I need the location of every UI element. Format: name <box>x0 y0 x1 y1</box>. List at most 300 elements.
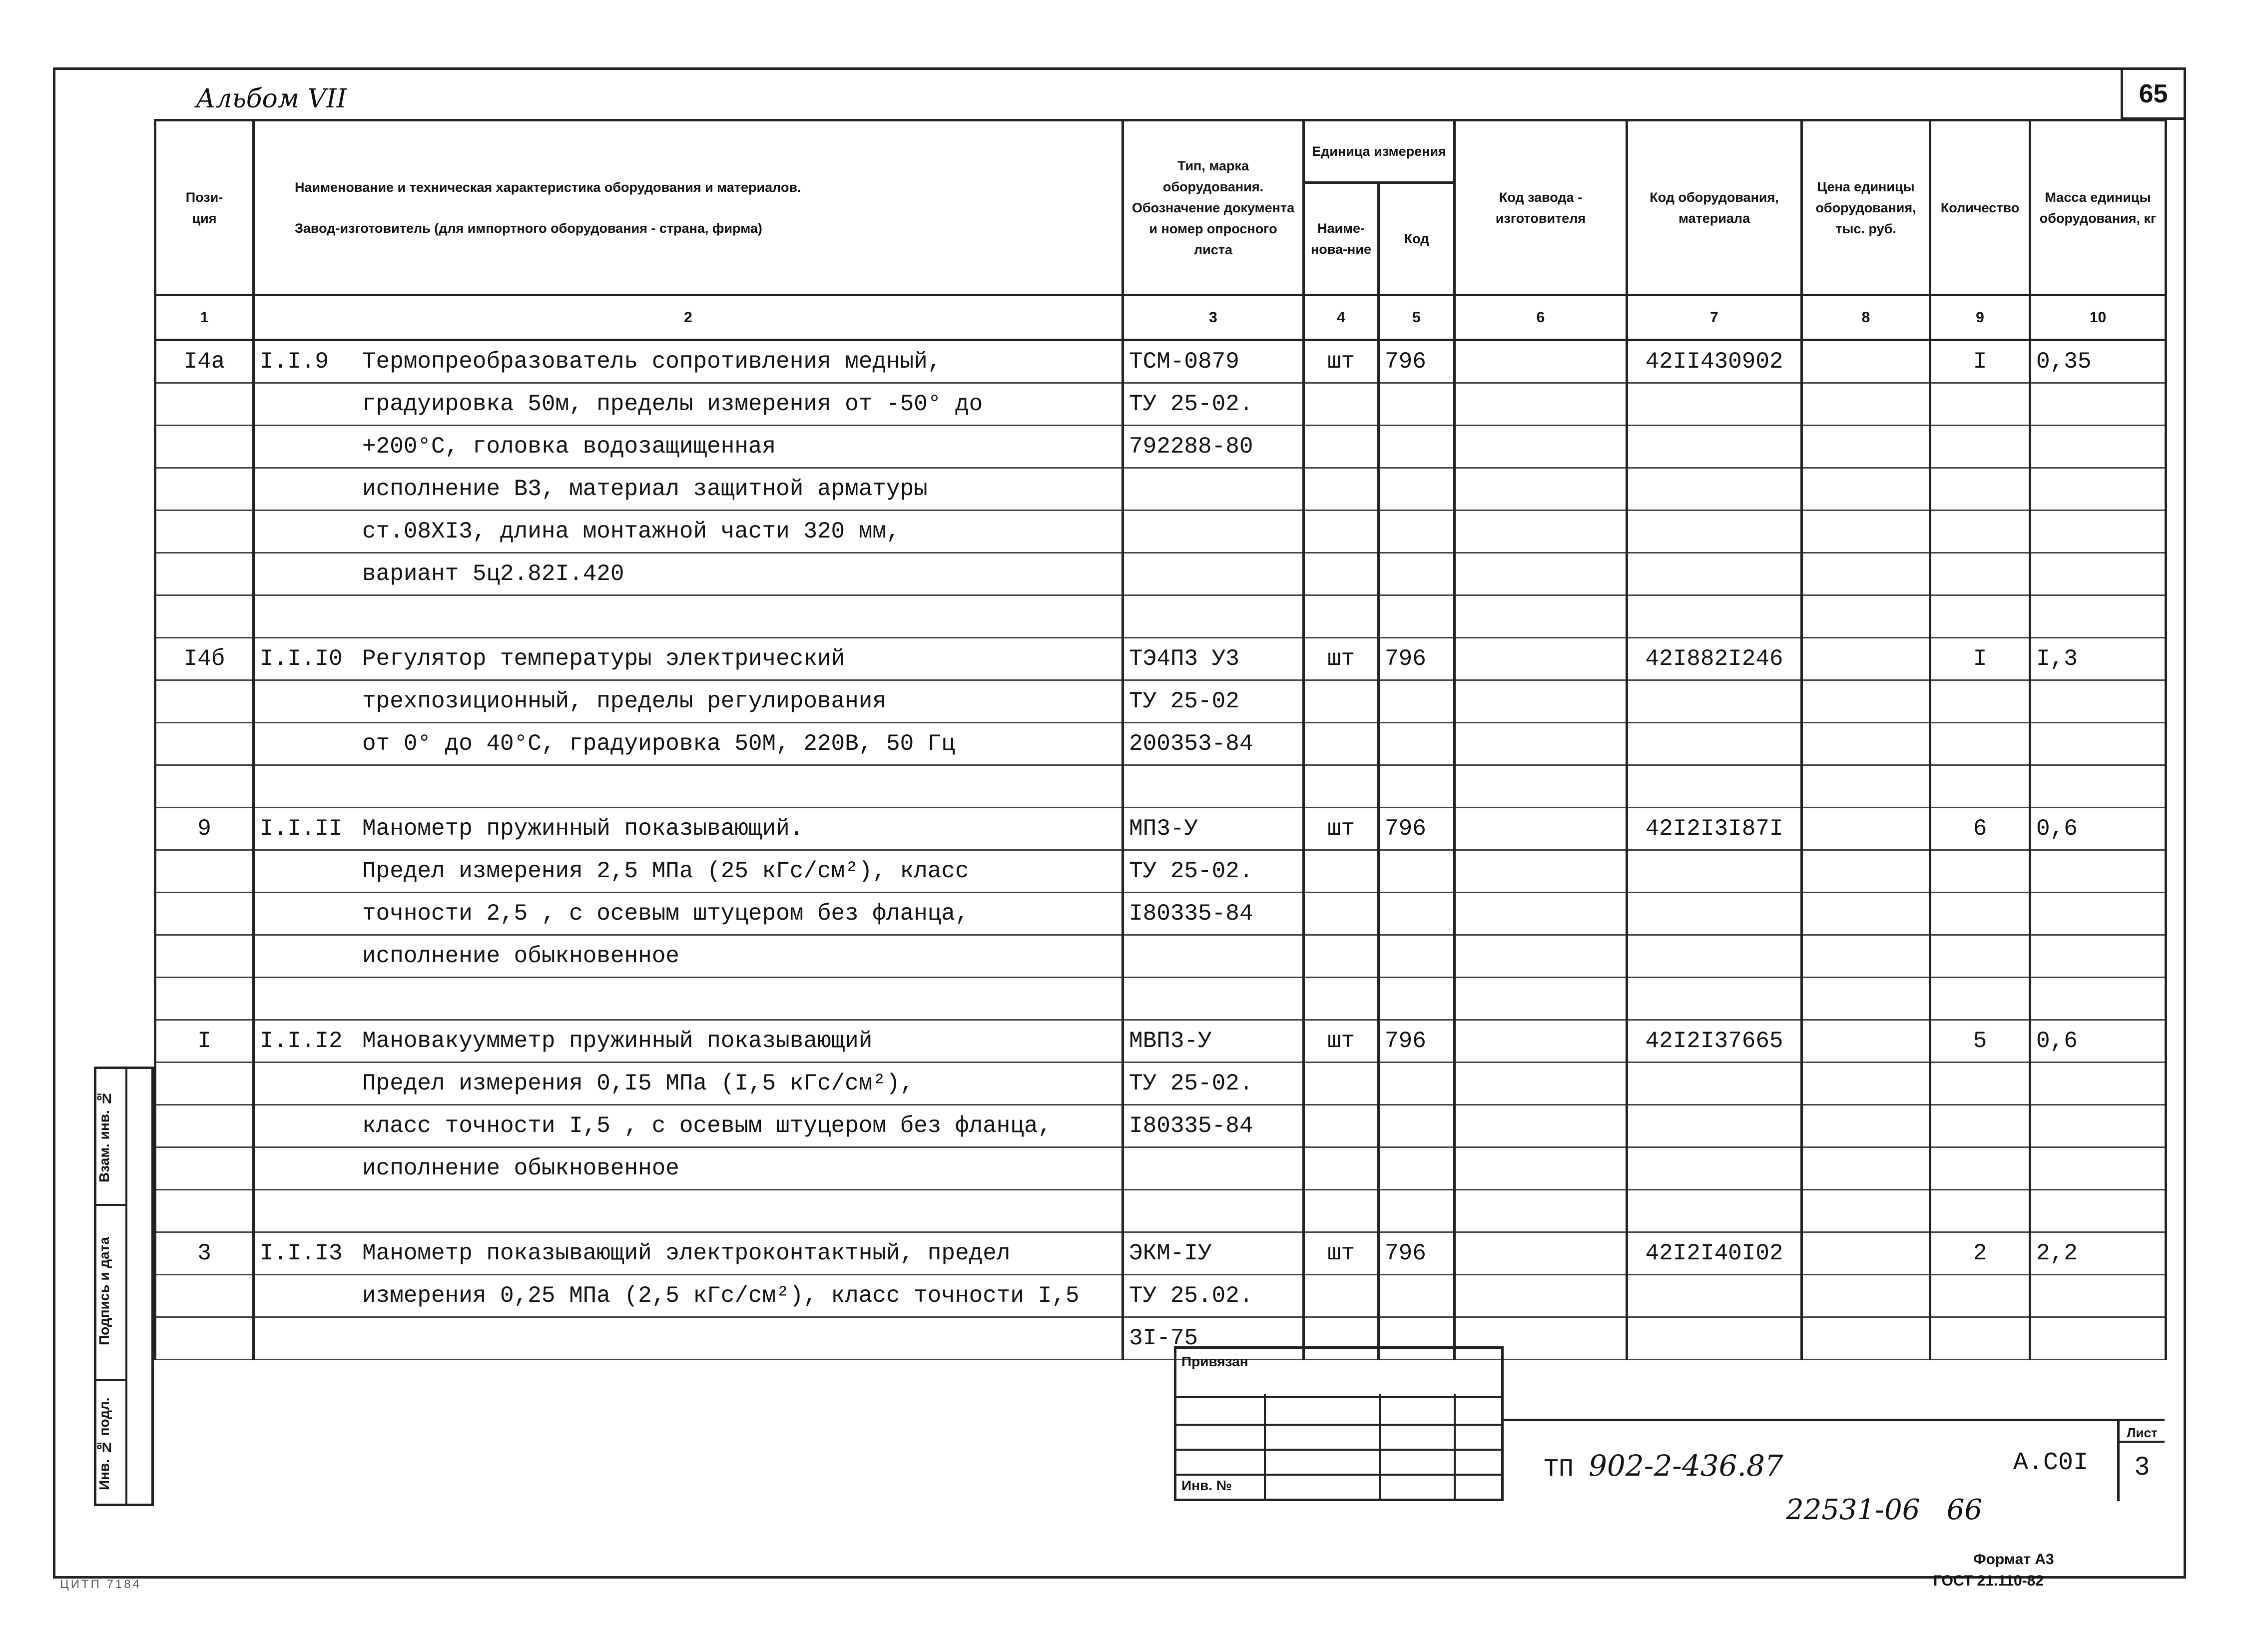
row-material-code <box>1627 978 1802 1020</box>
column-number: 7 <box>1627 295 1802 340</box>
row-position <box>155 723 254 765</box>
table-row <box>155 893 2166 935</box>
row-mass <box>2030 468 2166 511</box>
table-row <box>155 1190 2166 1232</box>
row-quantity <box>1930 723 2030 765</box>
row-position <box>155 468 254 511</box>
table-row <box>155 978 2166 1020</box>
row-quantity <box>1930 1190 2030 1232</box>
row-unit-code <box>1379 1147 1455 1190</box>
row-unit <box>1304 1105 1379 1147</box>
row-position: I4а <box>155 340 254 383</box>
column-number: 10 <box>2030 295 2166 340</box>
row-price <box>1802 850 1930 893</box>
row-material-code <box>1627 1190 1802 1232</box>
row-unit-code: 796 <box>1379 808 1455 850</box>
row-manufacturer-code <box>1455 935 1627 978</box>
row-quantity <box>1930 935 2030 978</box>
row-position <box>155 978 254 1020</box>
row-type: МП3-У <box>1123 808 1304 850</box>
table-row <box>155 383 2166 426</box>
row-unit-code <box>1379 553 1455 595</box>
title-block <box>1504 1419 2165 1501</box>
header-material-code: Код оборудования, материала <box>1627 120 1802 295</box>
table-row <box>155 468 2166 511</box>
row-item-name: Манометр пружинный показывающий. <box>362 816 804 842</box>
row-mass <box>2030 1105 2166 1147</box>
row-type: ТУ 25-02. <box>1123 1063 1304 1105</box>
row-material-code <box>1627 1063 1802 1105</box>
row-position <box>155 680 254 723</box>
row-unit-code <box>1379 383 1455 426</box>
row-unit-code <box>1379 426 1455 468</box>
row-manufacturer-code <box>1455 978 1627 1020</box>
sheet-box <box>2117 1421 2165 1501</box>
row-item-name: +200°С, головка водозащищенная <box>362 434 776 460</box>
table-row <box>155 680 2166 723</box>
row-position <box>155 1275 254 1317</box>
table-row <box>155 850 2166 893</box>
row-position <box>155 511 254 553</box>
row-name <box>254 595 1123 638</box>
row-item-name: исполнение В3, материал защитной арматуры <box>362 476 928 502</box>
page-number: 65 <box>2121 70 2184 120</box>
table-row <box>155 595 2166 638</box>
row-type: ТСМ-0879 <box>1123 340 1304 383</box>
sidebar-inv-original: Инв. № подл. <box>96 1397 112 1491</box>
row-mass <box>2030 426 2166 468</box>
row-unit: шт <box>1304 1020 1379 1063</box>
row-name <box>254 723 1123 765</box>
row-mass <box>2030 1190 2166 1232</box>
row-type <box>1123 978 1304 1020</box>
row-name <box>254 850 1123 893</box>
column-number: 1 <box>155 295 254 340</box>
row-position <box>155 765 254 808</box>
row-material-code <box>1627 765 1802 808</box>
row-unit <box>1304 978 1379 1020</box>
row-name <box>254 978 1123 1020</box>
table-row <box>155 1317 2166 1360</box>
row-unit-code <box>1379 1105 1455 1147</box>
row-type: ТУ 25-02 <box>1123 680 1304 723</box>
row-manufacturer-code <box>1455 1147 1627 1190</box>
row-manufacturer-code <box>1455 426 1627 468</box>
row-unit <box>1304 426 1379 468</box>
row-material-code <box>1627 595 1802 638</box>
row-position: I4б <box>155 638 254 680</box>
row-unit <box>1304 1147 1379 1190</box>
row-unit: шт <box>1304 340 1379 383</box>
column-number-row <box>155 295 2166 340</box>
approval-sidebar <box>94 1067 154 1506</box>
row-manufacturer-code <box>1455 468 1627 511</box>
row-manufacturer-code <box>1455 511 1627 553</box>
row-position <box>155 893 254 935</box>
row-mass: I,3 <box>2030 638 2166 680</box>
row-item-name: измерения 0,25 МПа (2,5 кГс/см²), класс точности I,5 <box>362 1283 1080 1309</box>
row-price <box>1802 765 1930 808</box>
row-name <box>254 511 1123 553</box>
row-name <box>254 680 1123 723</box>
row-mass: 0,6 <box>2030 1020 2166 1063</box>
row-price <box>1802 468 1930 511</box>
row-material-code <box>1627 850 1802 893</box>
row-unit-code <box>1379 723 1455 765</box>
row-item-name: ст.08ХI3, длина монтажной части 320 мм, <box>362 519 900 545</box>
row-type: I80335-84 <box>1123 893 1304 935</box>
row-type: ТУ 25.02. <box>1123 1275 1304 1317</box>
row-price <box>1802 1275 1930 1317</box>
row-quantity <box>1930 893 2030 935</box>
row-manufacturer-code <box>1455 383 1627 426</box>
row-price <box>1802 1105 1930 1147</box>
row-price <box>1802 723 1930 765</box>
row-mass <box>2030 595 2166 638</box>
row-item-code: I.I.9 <box>260 349 329 375</box>
stamp-inv-label: Инв. № <box>1181 1478 1232 1493</box>
row-mass <box>2030 1063 2166 1105</box>
row-price <box>1802 340 1930 383</box>
row-material-code <box>1627 723 1802 765</box>
table-row <box>155 723 2166 765</box>
row-manufacturer-code <box>1455 680 1627 723</box>
header-unit-code: Код <box>1379 183 1455 295</box>
row-unit-code <box>1379 893 1455 935</box>
row-item-name: Предел измерения 0,I5 МПа (I,5 кГс/см²), <box>362 1071 914 1097</box>
table-row <box>155 1063 2166 1105</box>
row-quantity <box>1930 553 2030 595</box>
row-price <box>1802 383 1930 426</box>
row-position <box>155 850 254 893</box>
row-position: 3 <box>155 1232 254 1275</box>
row-unit: шт <box>1304 638 1379 680</box>
row-mass <box>2030 1147 2166 1190</box>
row-item-name: трехпозиционный, пределы регулирования <box>362 688 886 714</box>
row-type <box>1123 935 1304 978</box>
row-name <box>254 1105 1123 1147</box>
row-name <box>254 765 1123 808</box>
row-unit <box>1304 893 1379 935</box>
row-price <box>1802 1063 1930 1105</box>
project-prefix: ТП <box>1544 1455 1574 1484</box>
row-material-code <box>1627 426 1802 468</box>
row-price <box>1802 511 1930 553</box>
table-row <box>155 553 2166 595</box>
row-mass: 2,2 <box>2030 1232 2166 1275</box>
row-unit <box>1304 383 1379 426</box>
row-unit: шт <box>1304 808 1379 850</box>
row-material-code: 42II430902 <box>1627 340 1802 383</box>
row-name <box>254 340 1123 383</box>
header-type: Тип, марка оборудования. Обозначение документа и номер опросного листа <box>1123 120 1304 295</box>
table-row <box>155 1105 2166 1147</box>
sidebar-inv-replace: Взам. инв. № <box>96 1091 112 1182</box>
row-material-code <box>1627 383 1802 426</box>
row-unit-code <box>1379 978 1455 1020</box>
row-quantity <box>1930 765 2030 808</box>
row-unit-code <box>1379 680 1455 723</box>
header-name <box>254 120 1123 295</box>
column-number: 2 <box>254 295 1123 340</box>
table-row <box>155 638 2166 680</box>
row-unit-code <box>1379 935 1455 978</box>
table-row <box>155 1275 2166 1317</box>
row-mass <box>2030 680 2166 723</box>
row-name <box>254 1020 1123 1063</box>
row-name <box>254 1317 1123 1360</box>
row-manufacturer-code <box>1455 808 1627 850</box>
column-number: 4 <box>1304 295 1379 340</box>
row-price <box>1802 1190 1930 1232</box>
row-quantity <box>1930 978 2030 1020</box>
row-material-code <box>1627 1317 1802 1360</box>
sheet-number: 3 <box>2135 1452 2150 1481</box>
row-material-code <box>1627 511 1802 553</box>
row-mass <box>2030 1275 2166 1317</box>
row-price <box>1802 808 1930 850</box>
row-item-name: исполнение обыкновенное <box>362 943 679 969</box>
row-manufacturer-code <box>1455 1190 1627 1232</box>
row-manufacturer-code <box>1455 723 1627 765</box>
row-name <box>254 1147 1123 1190</box>
row-name <box>254 808 1123 850</box>
row-unit <box>1304 553 1379 595</box>
row-item-code: I.I.I0 <box>260 646 343 672</box>
row-material-code <box>1627 553 1802 595</box>
row-quantity: 5 <box>1930 1020 2030 1063</box>
row-price <box>1802 978 1930 1020</box>
row-unit <box>1304 935 1379 978</box>
row-quantity <box>1930 426 2030 468</box>
row-price <box>1802 680 1930 723</box>
row-unit-code <box>1379 850 1455 893</box>
row-quantity <box>1930 383 2030 426</box>
table-row <box>155 340 2166 383</box>
header-quantity: Количество <box>1930 120 2030 295</box>
row-item-name: вариант 5ц2.82I.420 <box>362 561 624 587</box>
row-price <box>1802 1147 1930 1190</box>
row-type <box>1123 1147 1304 1190</box>
row-mass <box>2030 893 2166 935</box>
row-unit <box>1304 1190 1379 1232</box>
row-type <box>1123 1190 1304 1232</box>
row-position <box>155 935 254 978</box>
row-position <box>155 1317 254 1360</box>
row-manufacturer-code <box>1455 1020 1627 1063</box>
row-item-code: I.I.I2 <box>260 1028 343 1054</box>
row-type: 200353-84 <box>1123 723 1304 765</box>
document-code: 22531-06 66 <box>1786 1494 1982 1526</box>
row-quantity <box>1930 1275 2030 1317</box>
row-unit-code: 796 <box>1379 1020 1455 1063</box>
row-mass <box>2030 1317 2166 1360</box>
row-position <box>155 1063 254 1105</box>
table-row <box>155 426 2166 468</box>
row-price <box>1802 553 1930 595</box>
row-type <box>1123 511 1304 553</box>
row-quantity <box>1930 1147 2030 1190</box>
row-manufacturer-code <box>1455 553 1627 595</box>
row-name <box>254 1190 1123 1232</box>
row-material-code <box>1627 468 1802 511</box>
table-row <box>155 1232 2166 1275</box>
gost-label: ГОСТ 21.110-82 <box>1933 1573 2044 1589</box>
row-unit-code: 796 <box>1379 340 1455 383</box>
row-quantity: 2 <box>1930 1232 2030 1275</box>
row-item-name: Регулятор температуры электрический <box>362 646 845 672</box>
row-material-code: 42I2I37665 <box>1627 1020 1802 1063</box>
row-item-name: Термопреобразователь сопротивления медный, <box>362 349 942 375</box>
album-label: Альбом VII <box>196 84 347 114</box>
row-unit <box>1304 595 1379 638</box>
row-mass <box>2030 553 2166 595</box>
row-mass <box>2030 511 2166 553</box>
format-label: Формат А3 <box>1973 1551 2054 1568</box>
row-price <box>1802 1020 1930 1063</box>
row-quantity <box>1930 1105 2030 1147</box>
column-number: 8 <box>1802 295 1930 340</box>
project-code <box>1544 1449 1783 1484</box>
header-manufacturer-code: Код завода - изготовителя <box>1455 120 1627 295</box>
project-number: 902-2-436.87 <box>1589 1449 1783 1483</box>
sheet-code: А.С0I <box>2013 1449 2089 1477</box>
row-mass <box>2030 723 2166 765</box>
row-item-code: I.I.II <box>260 816 343 842</box>
row-type: ТУ 25-02. <box>1123 383 1304 426</box>
row-quantity <box>1930 468 2030 511</box>
row-material-code: 42I2I40I02 <box>1627 1232 1802 1275</box>
table-row <box>155 1020 2166 1063</box>
row-unit: шт <box>1304 1232 1379 1275</box>
row-type: ТЭ4П3 У3 <box>1123 638 1304 680</box>
row-name <box>254 935 1123 978</box>
row-mass <box>2030 383 2166 426</box>
sheet-label: Лист <box>2120 1425 2165 1443</box>
row-name <box>254 638 1123 680</box>
row-unit-code: 796 <box>1379 1232 1455 1275</box>
row-item-name: класс точности I,5 , с осевым штуцером без фланца, <box>362 1113 1052 1139</box>
row-type <box>1123 468 1304 511</box>
table-row <box>155 808 2166 850</box>
header-price: Цена единицы оборудования, тыс. руб. <box>1802 120 1930 295</box>
row-unit-code <box>1379 765 1455 808</box>
row-unit-code <box>1379 595 1455 638</box>
row-price <box>1802 638 1930 680</box>
row-manufacturer-code <box>1455 1232 1627 1275</box>
row-price <box>1802 893 1930 935</box>
row-unit <box>1304 680 1379 723</box>
binding-stamp <box>1174 1346 1504 1501</box>
header-name-line1: Наименование и техническая характеристика оборудования и материалов. <box>295 179 801 195</box>
row-quantity <box>1930 511 2030 553</box>
row-type: 792288-80 <box>1123 426 1304 468</box>
row-name <box>254 1232 1123 1275</box>
row-price <box>1802 426 1930 468</box>
row-quantity <box>1930 680 2030 723</box>
row-manufacturer-code <box>1455 595 1627 638</box>
row-manufacturer-code <box>1455 340 1627 383</box>
row-material-code <box>1627 1147 1802 1190</box>
row-position <box>155 595 254 638</box>
row-mass: 0,35 <box>2030 340 2166 383</box>
header-position: Пози- ция <box>155 120 254 295</box>
row-item-name: точности 2,5 , с осевым штуцером без фланца, <box>362 901 969 927</box>
row-unit-code <box>1379 1063 1455 1105</box>
header-name-line2: Завод-изготовитель (для импортного оборудования - страна, фирма) <box>295 220 762 236</box>
table-row <box>155 511 2166 553</box>
row-quantity <box>1930 850 2030 893</box>
row-mass <box>2030 850 2166 893</box>
row-item-name: Предел измерения 2,5 МПа (25 кГс/см²), класс <box>362 858 969 884</box>
row-unit-code: 796 <box>1379 638 1455 680</box>
print-mark: ЦИТП 7184 <box>60 1578 141 1591</box>
row-name <box>254 426 1123 468</box>
row-manufacturer-code <box>1455 1063 1627 1105</box>
row-manufacturer-code <box>1455 765 1627 808</box>
row-unit-code <box>1379 468 1455 511</box>
row-manufacturer-code <box>1455 638 1627 680</box>
row-type: 3I-75 <box>1123 1317 1304 1360</box>
row-position: I <box>155 1020 254 1063</box>
row-item-name: градуировка 50м, пределы измерения от -50° до <box>362 391 983 417</box>
row-type <box>1123 553 1304 595</box>
row-unit <box>1304 468 1379 511</box>
stamp-bound-label: Привязан <box>1181 1354 1248 1369</box>
row-price <box>1802 1317 1930 1360</box>
row-manufacturer-code <box>1455 1105 1627 1147</box>
column-number: 3 <box>1123 295 1304 340</box>
table-row <box>155 935 2166 978</box>
row-unit-code <box>1379 511 1455 553</box>
row-manufacturer-code <box>1455 893 1627 935</box>
row-item-name: Мановакуумметр пружинный показывающий <box>362 1028 873 1054</box>
table-row <box>155 1147 2166 1190</box>
row-name <box>254 893 1123 935</box>
row-name <box>254 553 1123 595</box>
row-material-code <box>1627 680 1802 723</box>
row-type: ТУ 25-02. <box>1123 850 1304 893</box>
row-quantity <box>1930 1063 2030 1105</box>
row-mass <box>2030 935 2166 978</box>
row-name <box>254 1275 1123 1317</box>
header-mass: Масса единицы оборудования, кг <box>2030 120 2166 295</box>
row-quantity: I <box>1930 638 2030 680</box>
table-row <box>155 765 2166 808</box>
row-mass <box>2030 978 2166 1020</box>
row-type <box>1123 595 1304 638</box>
row-mass: 0,6 <box>2030 808 2166 850</box>
row-quantity: I <box>1930 340 2030 383</box>
row-unit <box>1304 850 1379 893</box>
row-material-code <box>1627 1105 1802 1147</box>
column-number: 5 <box>1379 295 1455 340</box>
row-position <box>155 553 254 595</box>
row-position <box>155 1190 254 1232</box>
header-unit-name: Наиме-нова-ние <box>1304 183 1379 295</box>
row-unit <box>1304 1063 1379 1105</box>
row-unit <box>1304 511 1379 553</box>
row-unit-code <box>1379 1190 1455 1232</box>
row-position <box>155 383 254 426</box>
row-unit-code <box>1379 1275 1455 1317</box>
specification-table <box>154 119 2167 1396</box>
row-item-name: Манометр показывающий электроконтактный, предел <box>362 1240 1011 1266</box>
row-name <box>254 1063 1123 1105</box>
row-material-code <box>1627 893 1802 935</box>
row-position <box>155 426 254 468</box>
row-name <box>254 383 1123 426</box>
